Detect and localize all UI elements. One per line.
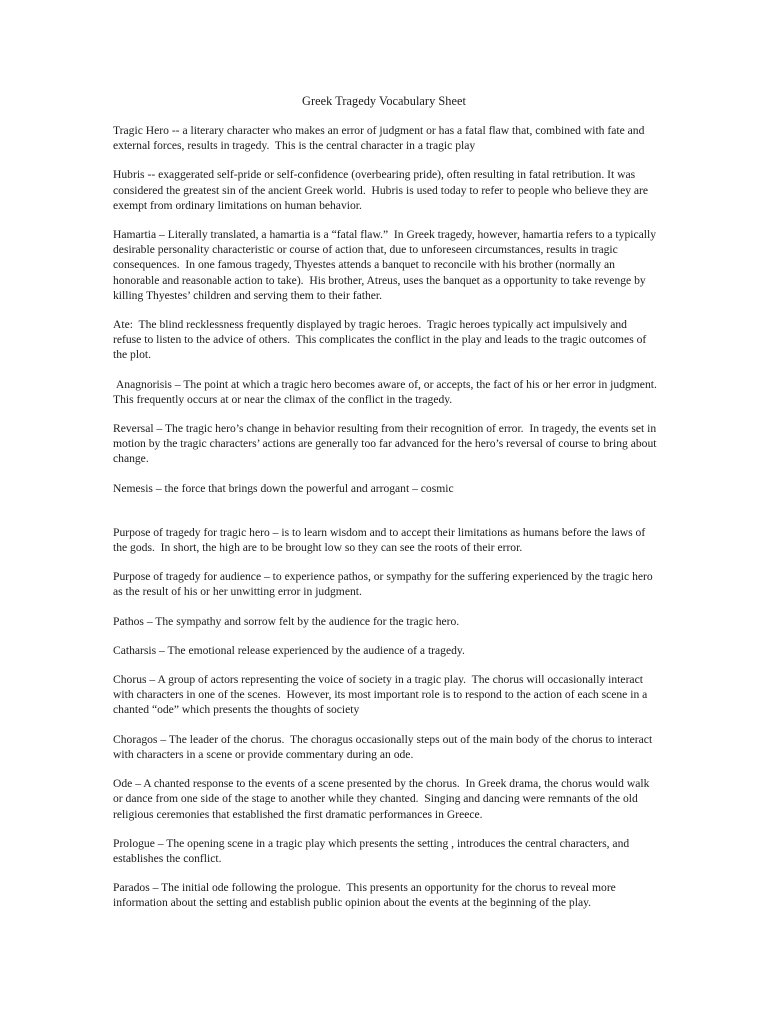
document-title: Greek Tragedy Vocabulary Sheet <box>302 94 466 108</box>
entry-hubris: Hubris -- exaggerated self-pride or self-confidence (overbearing pride), often resulting in fatal retribution. It was considered the greatest sin of the ancient Greek world. Hubris is used today to refer to people who believe they are exempt from ordinary limitations on human behavior. <box>113 168 651 212</box>
entry-purpose-audience: Purpose of tragedy for audience – to experience pathos, or sympathy for the suffering experienced by the tragic hero as the result of his or her unwitting error in judgment. <box>113 570 656 599</box>
entry-anagnorisis: Anagnorisis – The point at which a tragic hero becomes aware of, or accepts, the fact of his or her error in judgment. This frequently occurs at or near the climax of the conflict in the tragedy. <box>113 377 663 406</box>
entry-pathos: Pathos – The sympathy and sorrow felt by the audience for the tragic hero. <box>113 614 460 628</box>
entry-nemesis: Nemesis – the force that brings down the powerful and arrogant – cosmic <box>113 481 454 495</box>
entry-catharsis: Catharsis – The emotional release experienced by the audience of a tragedy. <box>113 643 465 657</box>
vocabulary-list <box>113 123 663 911</box>
entry-reversal: Reversal – The tragic hero’s change in behavior resulting from their recognition of error. In tragedy, the events set in motion by the tragic characters’ actions are generally too far advanced for the hero’s reversal of course to bring about change. <box>113 422 660 466</box>
entry-hamartia: Hamartia – Literally translated, a hamartia is a “fatal flaw.” In Greek tragedy, however, hamartia refers to a typically desirable personality characteristic or course of action that, due to unforeseen circumstances, results in tragic consequences. In one famous tragedy, Thyestes attends a banquet to reconcile with his brother (normally an honorable and reasonable action to take). His brother, Atreus, uses the banquet as a opportunity to take revenge by killing Thyestes’ children and serving them to their father. <box>113 228 659 302</box>
entry-ate: Ate: The blind recklessness frequently displayed by tragic heroes. Tragic heroes typically act impulsively and refuse to listen to the advice of others. This complicates the conflict in the play and leads to the tragic outcomes of the plot. <box>113 318 650 362</box>
entry-choragos: Choragos – The leader of the chorus. The choragus occasionally steps out of the main body of the chorus to interact with characters in a scene or provide commentary during an ode. <box>113 732 656 761</box>
entry-purpose-hero: Purpose of tragedy for tragic hero – is to learn wisdom and to accept their limitations as humans before the laws of the gods. In short, the high are to be brought low so they can see the roots of their error. <box>113 525 649 555</box>
entry-prologue: Prologue – The opening scene in a tragic play which presents the setting , introduces the central characters, and establishes the conflict. <box>113 836 633 865</box>
entry-tragic-hero: Tragic Hero -- a literary character who makes an error of judgment or has a fatal flaw that, combined with fate and external forces, results in tragedy. This is the central character in a tragic play <box>113 124 648 153</box>
entry-parados: Parados – The initial ode following the prologue. This presents an opportunity for the chorus to reveal more information about the setting and establish public opinion about the events at the beginning of the play. <box>113 881 619 910</box>
entry-chorus: Chorus – A group of actors representing the voice of society in a tragic play. The chorus will occasionally interact with characters in one of the scenes. However, its most important role is to respond to the action of each scene in a chanted “ode” which presents the thoughts of society <box>113 673 651 717</box>
entry-ode: Ode – A chanted response to the events of a scene presented by the chorus. In Greek drama, the chorus would walk or dance from one side of the stage to another while they chanted. Singing and dancing were remnants of the old religious ceremonies that established the first dramatic performances in Greece. <box>113 777 653 821</box>
